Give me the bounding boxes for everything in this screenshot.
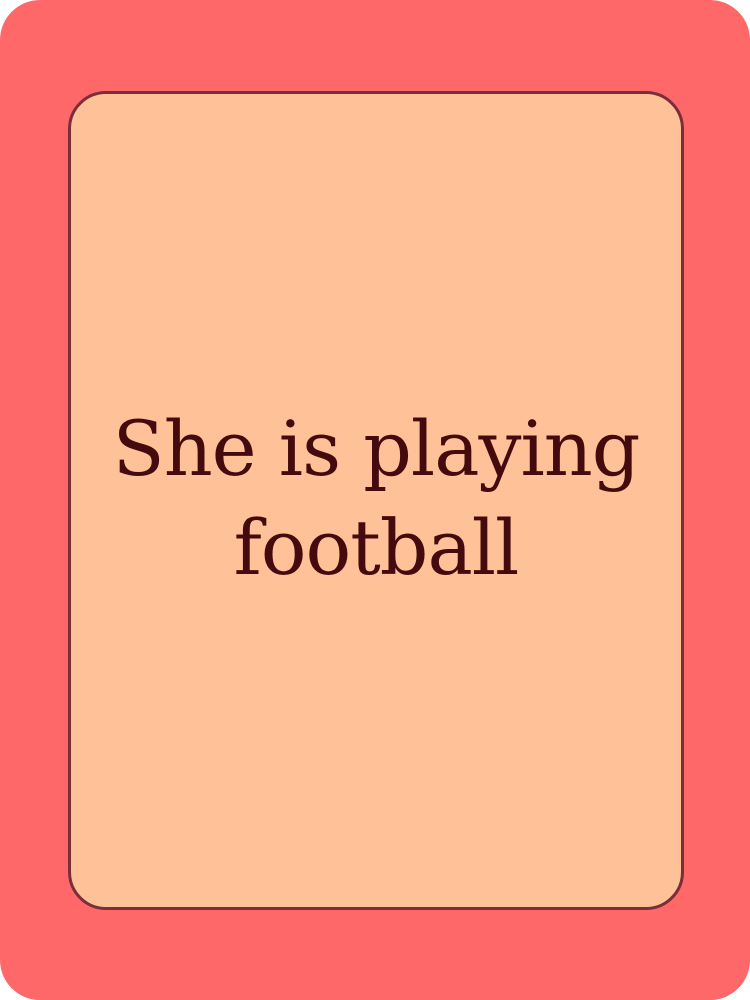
card-sentence-line-2: football — [233, 503, 519, 592]
card-sentence — [96, 400, 656, 598]
card-sentence-line-1: She is playing — [112, 404, 640, 494]
card-face — [68, 91, 684, 910]
